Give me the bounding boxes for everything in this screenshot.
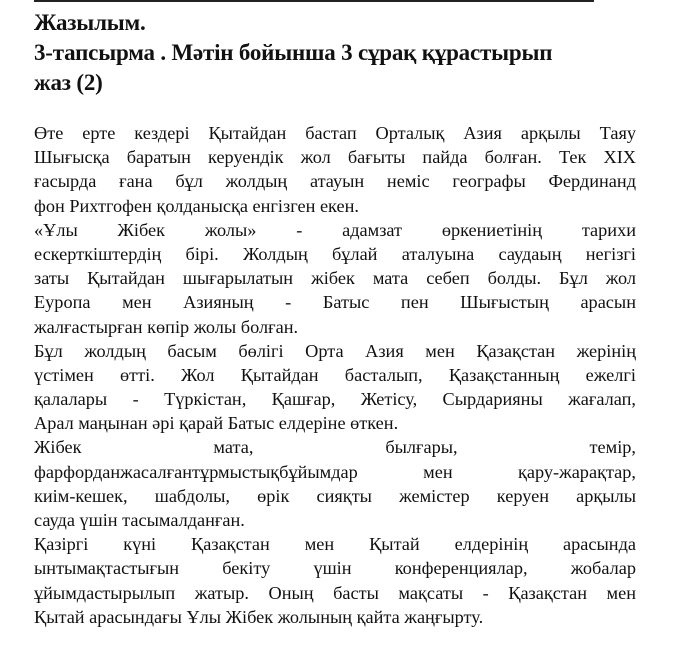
passage-line: «Ұлы Жібек жолы» - адамзат өркениетінің тарихи: [34, 219, 636, 240]
section-title: Жазылым.: [34, 10, 146, 35]
passage-line: фон Рихтгофен қолданысқа енгізген екен.: [34, 195, 359, 216]
passage-text: [34, 121, 636, 629]
task-header: [34, 8, 644, 98]
passage-line: ұйымдастырылып жатыр. Оның басты мақсаты - Қазақстан мен: [34, 582, 636, 603]
passage-line: ғасырда ғана бұл жолдың атауын неміс географы Фердинанд: [34, 171, 636, 192]
passage-line: Еуропа мен Азияның - Батыс пен Шығыстың арасын: [34, 292, 636, 313]
passage-line: ынтымақтастығын бекіту үшін конференциялар, жобалар: [34, 558, 636, 579]
passage-line: Шығысқа баратын керуендік жол бағыты пайда болған. Тек XIX: [34, 147, 636, 168]
task-instruction: 3-тапсырма . Мәтін бойынша 3 сұрақ құрастырып: [34, 40, 553, 65]
passage-line: киім-кешек, шабдолы, өрік сияқты жемістер керуен арқылы: [34, 485, 636, 506]
passage-line: Бұл жолдың басым бөлігі Орта Азия мен Қазақстан жерінің: [34, 340, 636, 361]
passage-line: Өте ерте кездері Қытайдан бастап Орталық Азия арқылы Таяу: [34, 123, 636, 143]
passage-line: заты Қытайдан шығарылатын жібек мата себеп болды. Бұл жол: [34, 268, 636, 289]
passage-line: Қазіргі күні Қазақстан мен Қытай елдерінің арасында: [34, 534, 636, 555]
passage-line: сауда үшін тасымалданған.: [34, 510, 245, 530]
task-instruction-end: [34, 68, 436, 98]
passage-line: үстімен өтті. Жол Қытайдан басталып, Қазақстанның ежелгі: [34, 364, 636, 385]
passage-line: Арал маңынан әрі қарай Батыс елдеріне өткен.: [34, 413, 399, 434]
passage-line: Қытай арасындағы Ұлы Жібек жолының қайта жаңғырту.: [34, 606, 484, 627]
passage-line: Жібек мата, былғары, темір,: [34, 437, 636, 458]
task-word: жаз: [34, 70, 71, 95]
top-border-line: [34, 0, 594, 2]
passage-line: жалғастырған көпір жолы болған.: [34, 316, 299, 337]
passage-line: қалалары - Түркістан, Қашғар, Жетісу, Сырдарияны жағалап,: [34, 389, 636, 410]
passage-line: ескерткіштердің бірі. Жолдың бұлай аталуына саудаың негізгі: [34, 243, 636, 264]
task-points: (2): [76, 70, 103, 95]
passage-line: фарфорданжасалғантұрмыстықбұйымдар мен қару-жарақтар,: [34, 461, 636, 482]
